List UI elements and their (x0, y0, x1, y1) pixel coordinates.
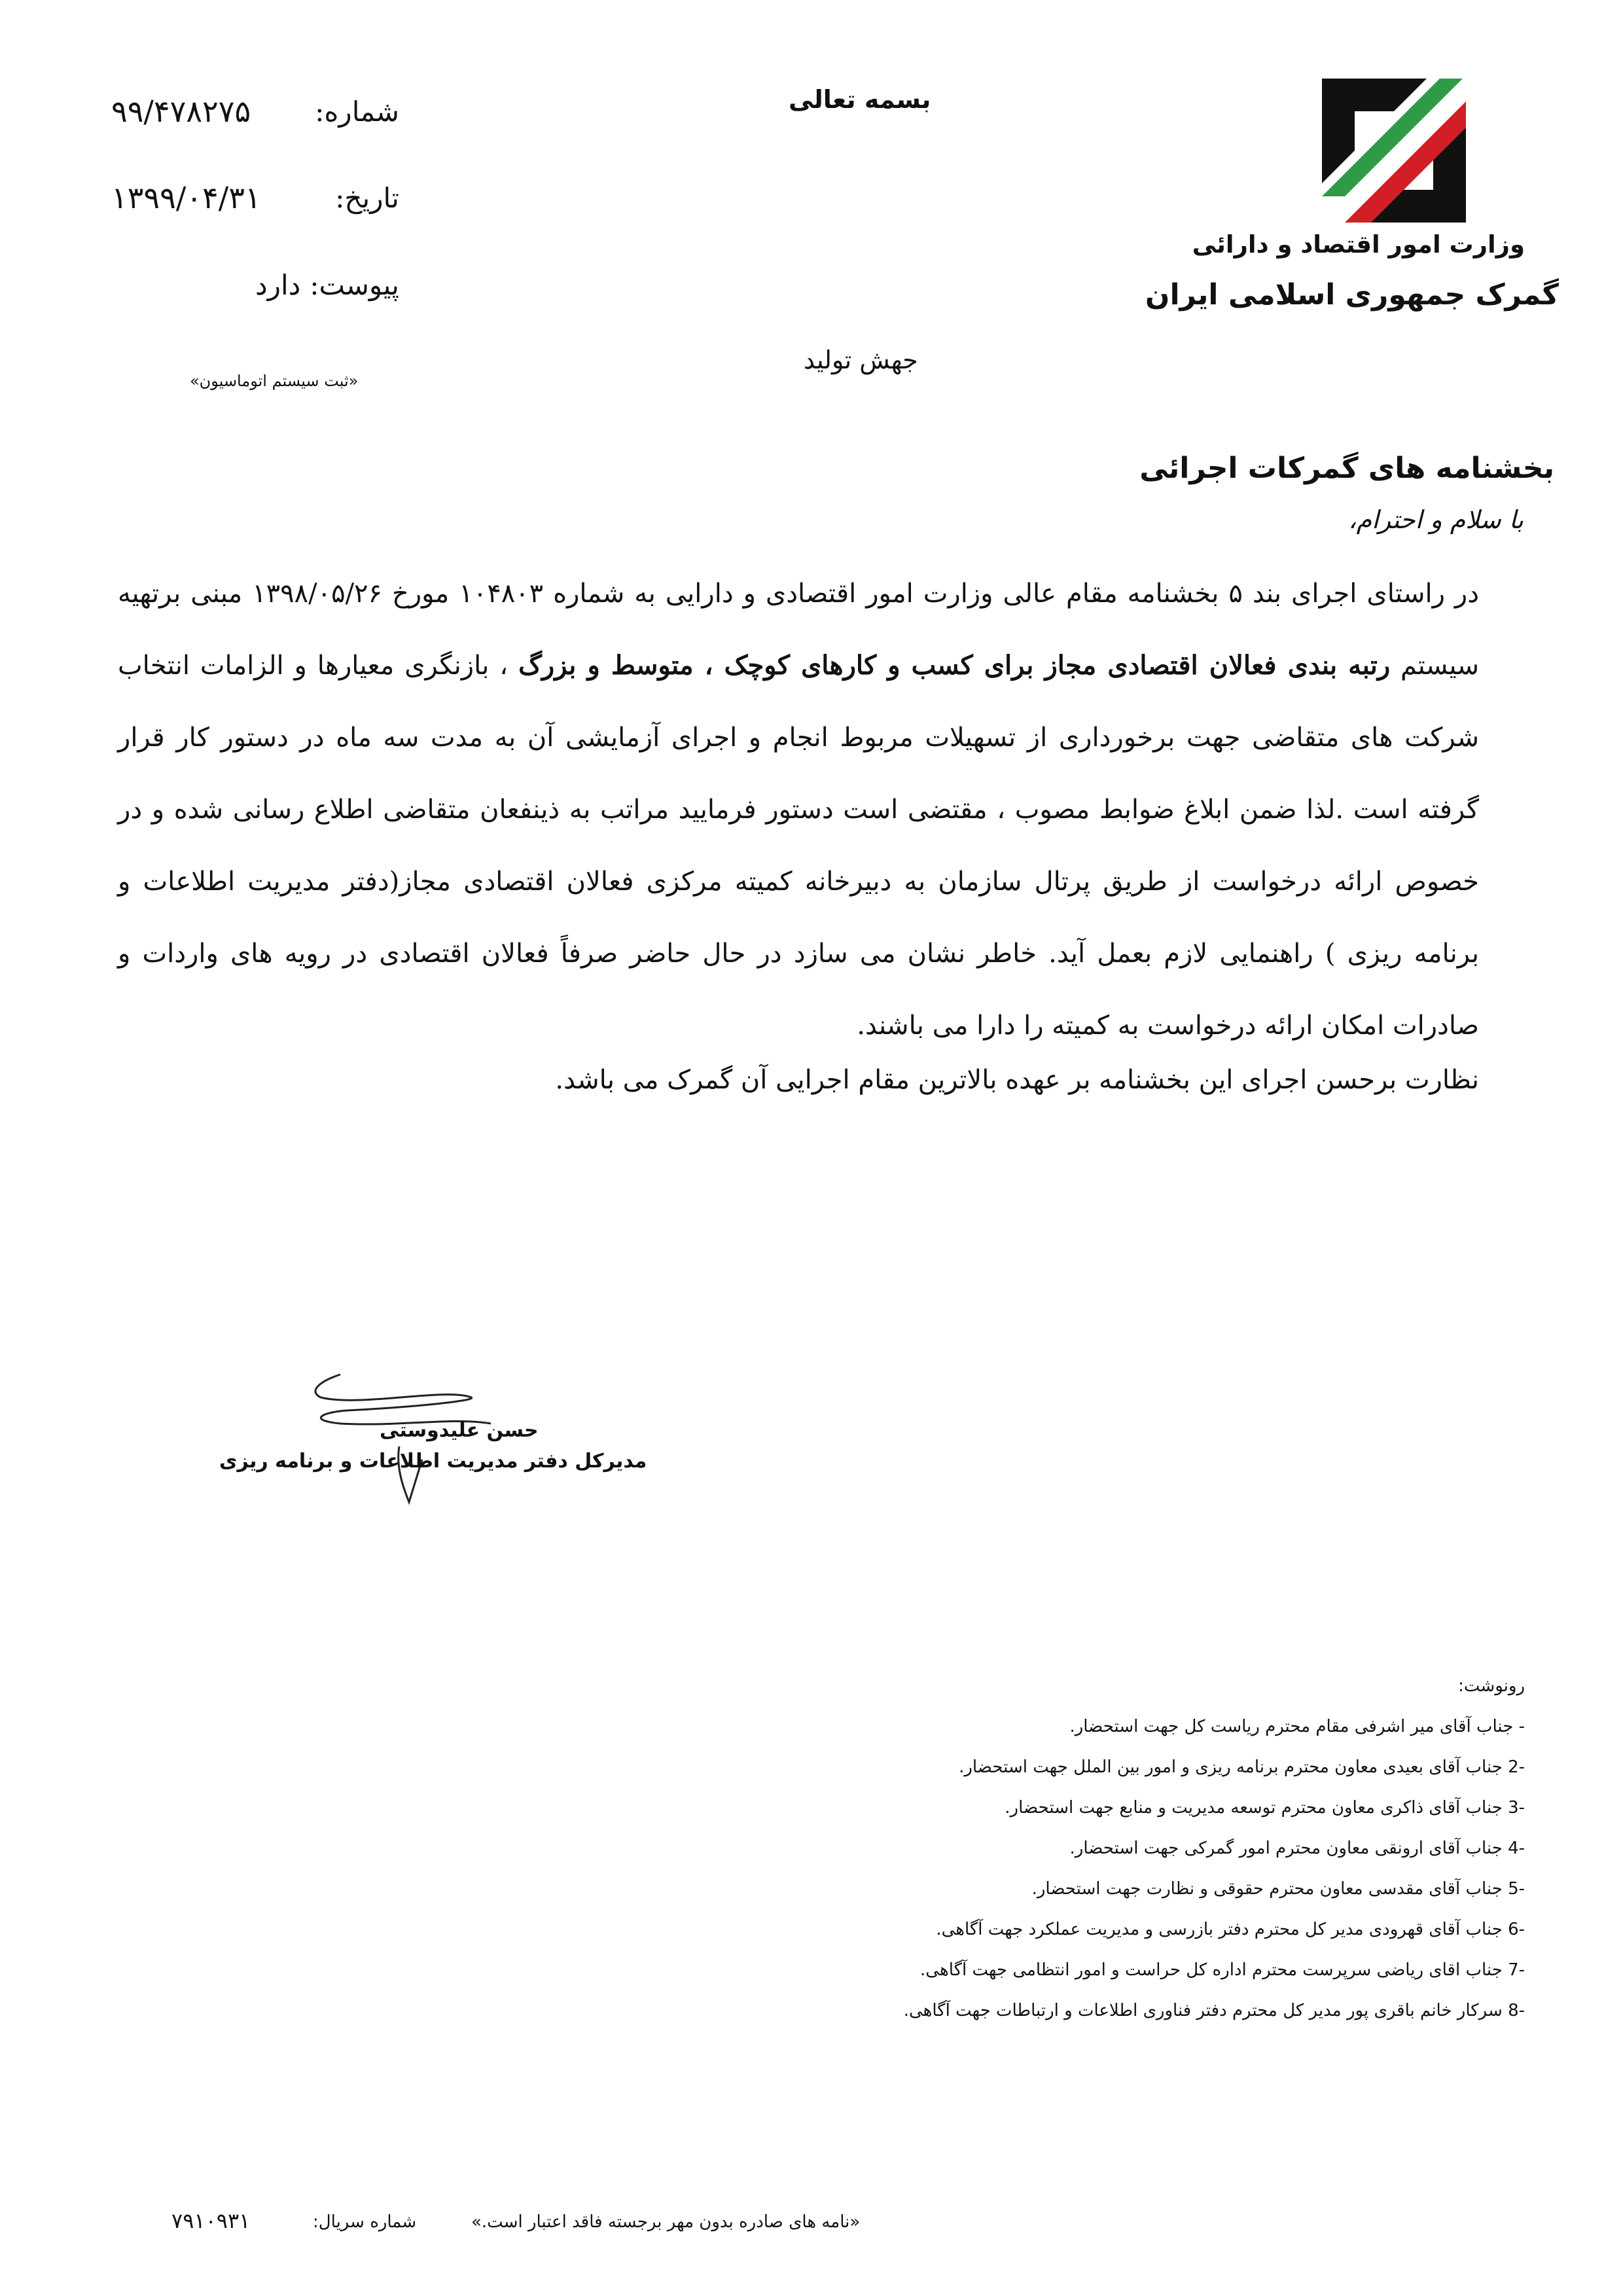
serial-number-label: شماره سریال: (313, 2212, 417, 2232)
copy-recipient: -5 جناب آقای مقدسی معاون محترم حقوقی و نظارت جهت استحضار. (1031, 1879, 1525, 1899)
footer-validity-note: «نامه های صادره بدون مهر برجسته فاقد اعتبار است.» (471, 2212, 861, 2232)
purpose-label: جهش تولید (804, 346, 918, 374)
letter-date-row (111, 178, 399, 217)
attachment-row (196, 265, 399, 304)
letter-number-value: ۹۹/۴۷۸۲۷۵ (111, 94, 251, 129)
letter-body (118, 558, 1479, 1062)
letter-number-row (111, 92, 399, 131)
body-paragraph-2: نظارت برحسن اجرای این بخشنامه بر عهده بالاترین مقام اجرایی آن گمرک می باشد. (555, 1065, 1479, 1095)
letter-number-label: شماره: (315, 95, 399, 128)
customs-name: گمرک جمهوری اسلامی ایران (1145, 278, 1559, 312)
body-bold-phrase: رتبه بندی فعالان اقتصادی مجاز برای کسب و کارهای کوچک ، متوسط و بزرگ (518, 650, 1391, 681)
basmala: بسمه تعالی (789, 85, 931, 114)
copy-recipient: -3 جناب آقای ذاکری معاون محترم توسعه مدیریت و منابع جهت استحضار. (1005, 1798, 1525, 1818)
automation-registration-note: «ثبت سیستم اتوماسیون» (190, 372, 359, 390)
ministry-name: وزارت امور اقتصاد و دارائی (1192, 230, 1525, 259)
copy-recipient: -8 سرکار خانم باقری پور مدیر کل محترم دفتر فناوری اطلاعات و ارتباطات جهت آگاهی. (903, 2001, 1525, 2020)
copy-recipient: -2 جناب آقای بعیدی معاون محترم برنامه ریزی و امور بین الملل جهت استحضار. (959, 1757, 1525, 1777)
serial-number-value: ۷۹۱۰۹۳۱ (171, 2208, 251, 2233)
copies-list (740, 1666, 1525, 2031)
copy-recipient: -4 جناب آقای ارونقی معاون محترم امور گمرکی جهت استحضار. (1069, 1839, 1525, 1858)
attachment-label: پیوست: (310, 268, 399, 301)
attachment-value: دارد (255, 268, 301, 301)
body-paragraph-1 (118, 558, 1479, 1062)
letter-date-value: ۱۳۹۹/۰۴/۳۱ (111, 180, 261, 215)
signer-name: حسن علیدوستی (380, 1419, 539, 1442)
customs-emblem-icon (1315, 72, 1472, 229)
subject-title: بخشنامه های گمرکات اجرائی (1139, 452, 1554, 485)
copies-heading: رونوشت: (1458, 1676, 1525, 1696)
signer-title: مدیرکل دفتر مدیریت اطلاعات و برنامه ریزی (219, 1450, 647, 1473)
body-text-part-b: ، بازنگری معیارها و الزامات انتخاب شرکت های متقاضی جهت برخورداری از تسهیلات مربوط انجام و اجرای آزمایشی آن به مدت سه ماه در دستور کار قرار گرفته است .لذا ضمن ابلاغ ضوابط مصوب ، مقتضی است دستور فرمایید مراتب به ذینفعان متقاضی اطلاع رسانی شده و در خصوص ارائه درخواست از طریق پرتال سازمان به دبیرخانه کمیته مرکزی فعالان اقتصادی مجاز(دفتر مدیریت اطلاعات و برنامه ریزی ) راهنمایی لازم بعمل آید. خاطر نشان می سازد در حال حاضر صرفاً فعالان اقتصادی در رویه های واردات و صادرات امکان ارائه درخواست به کمیته را دارا می باشند. (118, 651, 1479, 1041)
copy-recipient: -7 جناب اقای ریاضی سرپرست محترم اداره کل حراست و امور انتظامی جهت آگاهی. (920, 1960, 1525, 1980)
copy-recipient: -6 جناب آقای قهرودی مدیر کل محترم دفتر بازرسی و مدیریت عملکرد جهت آگاهی. (936, 1920, 1525, 1939)
copy-recipient: - جناب آقای میر اشرفی مقام محترم ریاست کل جهت استحضار. (1069, 1717, 1525, 1736)
letter-date-label: تاریخ: (335, 181, 399, 214)
greeting: با سلام و احترام، (1348, 505, 1524, 534)
body-text-part-a: در راستای اجرای بند ۵ بخشنامه مقام عالی وزارت امور اقتصادی و دارایی به شماره ۱۰۴۸۰۳ مورخ ۱۳۹۸/۰۵/۲۶ مبنی برتهیه سیستم (118, 579, 1480, 681)
